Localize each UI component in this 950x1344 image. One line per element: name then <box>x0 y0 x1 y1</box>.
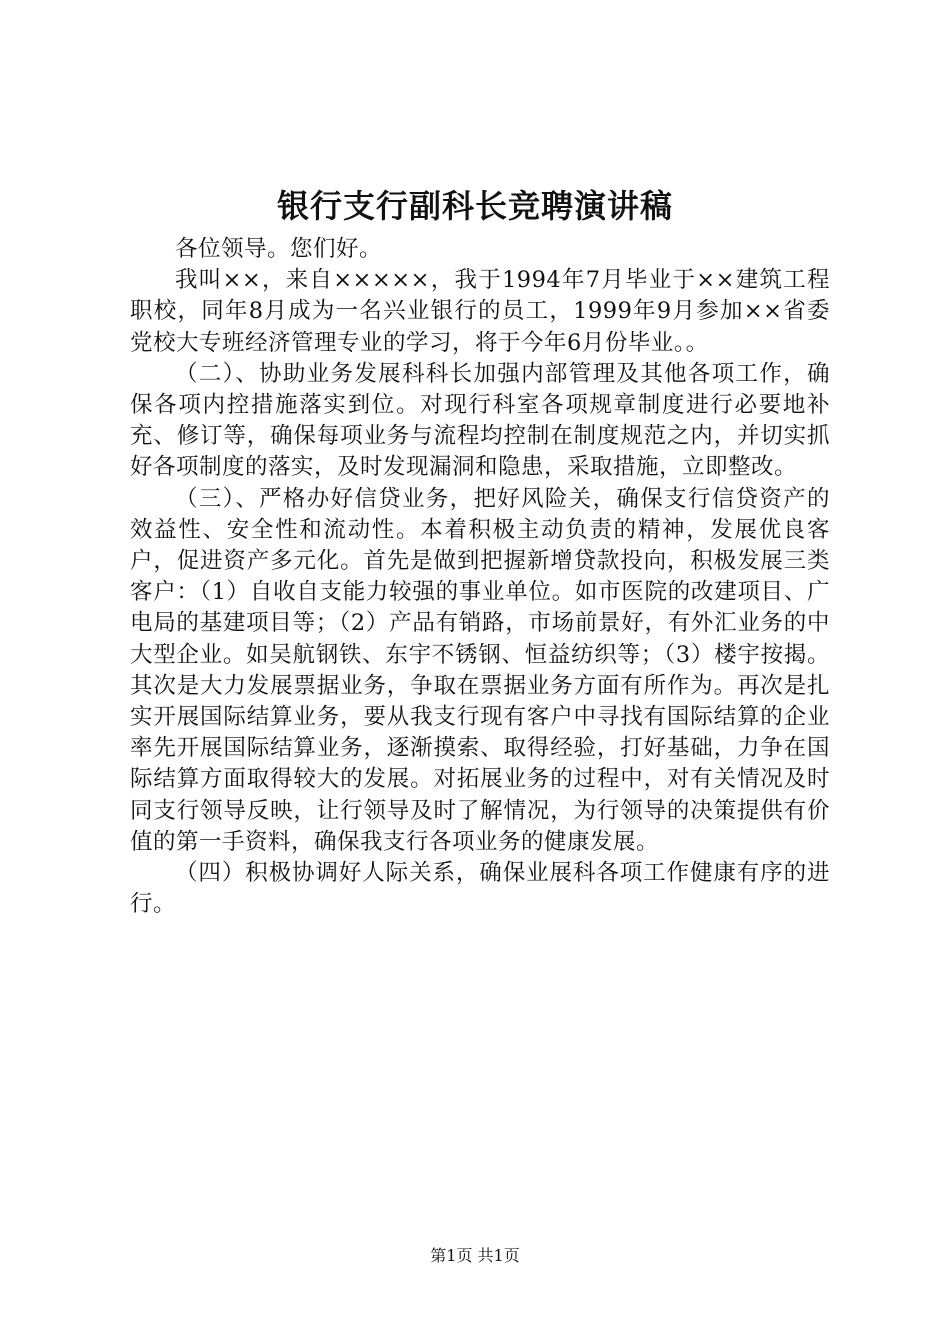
page-footer: 第1页 共1页 <box>430 1246 520 1265</box>
paragraph-item-three: （三）、严格办好信贷业务，把好风险关，确保支行信贷资产的效益性、安全性和流动性。本着积极主动负责的精神，发展优良客户，促进资产多元化。首先是做到把握新增贷款投向，积极发展三类客户：（1）自收自支能力较强的事业单位。如市医院的改建项目、广电局的基建项目等；（2）产品有销路，市场前景好，有外汇业务的中大型企业。如吴航钢铁、东宇不锈钢、恒益纺织等；（3）楼宇按揭。其次是大力发展票据业务，争取在票据业务方面有所作为。再次是扎实开展国际结算业务，要从我支行现有客户中寻找有国际结算的企业率先开展国际结算业务，逐渐摸索、取得经验，打好基础，力争在国际结算方面取得较大的发展。对拓展业务的过程中，对有关情况及时同支行领导反映，让行领导及时了解情况，为行领导的决策提供有价值的第一手资料，确保我支行各项业务的健康发展。 <box>130 485 830 855</box>
paragraph-introduction: 我叫××，来自×××××，我于1994年7月毕业于××建筑工程职校，同年8月成为一名兴业银行的员工，1999年9月参加××省委党校大专班经济管理专业的学习，将于今年6月份毕业。。 <box>130 267 830 356</box>
paragraph-item-two: （二）、协助业务发展科科长加强内部管理及其他各项工作，确保各项内控措施落实到位。对现行科室各项规章制度进行必要地补充、修订等，确保每项业务与流程均控制在制度规范之内，并切实抓好各项制度的落实，及时发现漏洞和隐患，采取措施，立即整改。 <box>130 360 830 481</box>
document-title: 银行支行副科长竞聘演讲稿 <box>276 187 673 225</box>
paragraph-greeting: 各位领导。您们好。 <box>175 236 383 262</box>
document-body <box>130 234 830 920</box>
paragraph-item-four: （四）积极协调好人际关系，确保业展科各项工作健康有序的进行。 <box>130 860 830 918</box>
